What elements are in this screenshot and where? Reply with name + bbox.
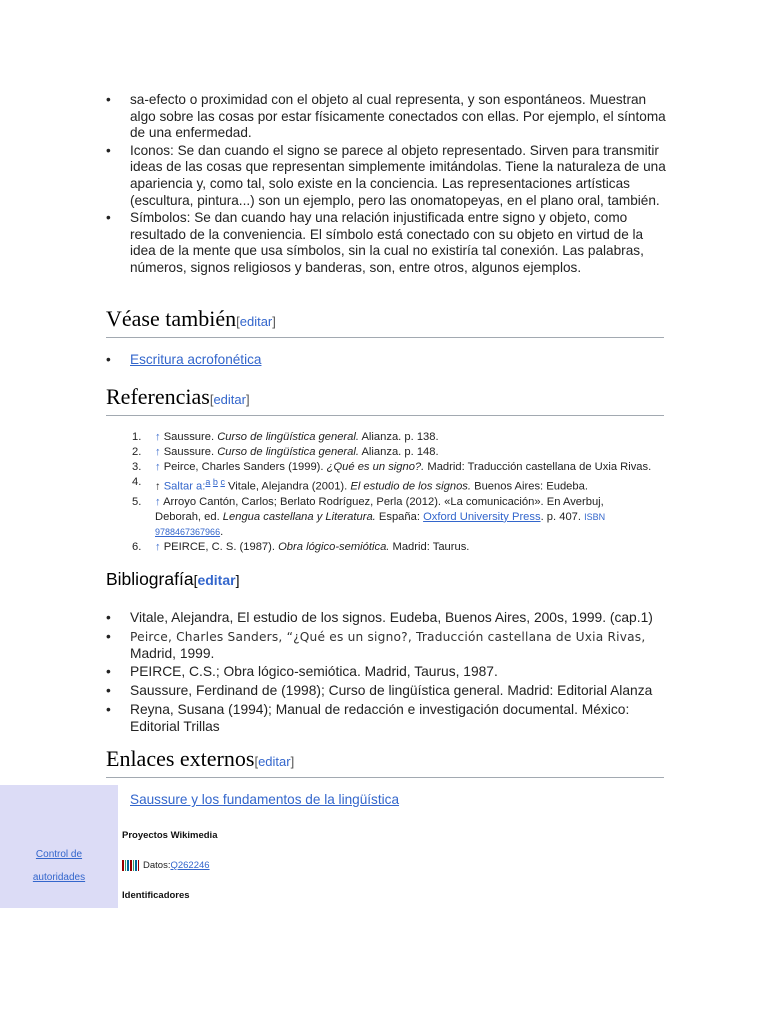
back-arrow-icon[interactable]: ↑	[155, 461, 161, 473]
backlink-c[interactable]: c	[220, 477, 225, 487]
reference-text: Madrid: Traducción castellana de Uxia Rivas.	[424, 461, 652, 473]
reference-title: ¿Qué es un signo?.	[326, 461, 425, 473]
reference-text: Arroyo Cantón, Carlos; Berlato Rodríguez, Perla (2012). «La comunicación». En Averbuj, Deborah, ed.	[155, 495, 604, 523]
reference-text: Buenos Aires: Eudeba.	[471, 480, 588, 493]
wikimedia-projects-title: Proyectos Wikimedia	[122, 830, 218, 841]
edit-section	[194, 572, 240, 588]
edit-link[interactable]: editar	[197, 572, 236, 588]
reference-text: Saussure.	[160, 431, 218, 443]
reference-title: Lengua castellana y Literatura.	[222, 510, 376, 523]
section-title: Véase también	[106, 306, 237, 331]
backlink-b[interactable]: b	[212, 477, 218, 487]
reference-title: Curso de lingüística general.	[217, 431, 359, 443]
reference-item	[132, 475, 652, 495]
external-links-list	[106, 792, 399, 807]
bracket: [	[209, 392, 214, 407]
section-heading-vease	[106, 306, 664, 338]
wikidata-id-link[interactable]: Q262246	[170, 860, 210, 871]
external-link[interactable]: Saussure y los fundamentos de la lingüística	[130, 792, 400, 807]
list-item: • Vitale, Alejandra, El estudio de los signos. Eudeba, Buenos Aires, 200s, 1999. (cap.1)	[106, 610, 666, 627]
section-title: Bibliografía	[106, 569, 194, 589]
reference-text: PEIRCE, C. S. (1987).	[160, 540, 279, 553]
list-item: • Saussure, Ferdinand de (1998); Curso de lingüística general. Madrid: Editorial Alanza	[106, 683, 666, 700]
backlink-a[interactable]: a	[205, 477, 211, 487]
reference-item	[132, 430, 652, 445]
identifiers-title: Identificadores	[122, 890, 190, 901]
section-heading-referencias	[106, 384, 664, 416]
authority-control-box	[0, 785, 118, 908]
wikidata-barcode-icon	[122, 860, 139, 871]
authority-label	[0, 843, 118, 889]
back-arrow-icon[interactable]: ↑	[155, 540, 161, 553]
section-title: Referencias	[106, 384, 210, 409]
reference-number: 2.	[132, 446, 142, 458]
reference-item	[132, 460, 652, 475]
isbn-link[interactable]: 9788467367966	[155, 526, 221, 537]
authority-link-line1[interactable]: Control de	[35, 849, 83, 860]
up-arrow-icon: ↑	[155, 480, 161, 493]
list-item: • Iconos: Se dan cuando el signo se parece al objeto representado. Sirven para transmitir ideas de las cosas que representan simplemente imitándolas. Tiene la naturaleza de una apariencia y, como tal, solo existe en la conciencia. Las representaciones artísticas (escultura, pintura...) son un ejemplo, pero las onomatopeyas, en el plano oral, también.	[106, 143, 666, 209]
reference-number: 4.	[132, 476, 142, 488]
bracket: ]	[245, 392, 250, 407]
reference-text: Madrid: Taurus.	[389, 540, 470, 553]
intro-bullet-list	[106, 92, 666, 278]
bracket: ]	[290, 754, 295, 769]
bracket: ]	[272, 314, 276, 329]
edit-link[interactable]: editar	[213, 392, 246, 407]
bracket: [	[254, 754, 259, 769]
reference-text: . p. 407.	[540, 510, 585, 523]
list-item: • sa-efecto o proximidad con el objeto al cual representa, y son espontáneos. Muestran algo sobre las cosas por estar físicamente conectados con ellas. Por ejemplo, el síntoma de una enfermedad.	[106, 92, 666, 142]
see-also-link[interactable]: Escritura acrofonética	[130, 352, 262, 367]
reference-text: Saussure.	[160, 446, 218, 458]
edit-section	[254, 754, 294, 769]
authority-link-line2[interactable]: autoridades	[32, 872, 86, 883]
bibliography-list	[106, 610, 666, 738]
reference-text: Vitale, Alejandra (2001).	[224, 480, 351, 493]
reference-item	[132, 540, 652, 555]
reference-text: España:	[375, 510, 424, 523]
wikidata-row	[122, 860, 210, 871]
back-arrow-icon[interactable]: ↑	[155, 431, 161, 443]
saltar-label: Saltar a:	[160, 480, 206, 493]
reference-number: 3.	[132, 461, 142, 473]
section-heading-enlaces	[106, 746, 664, 778]
bibliography-text: Peirce, Charles Sanders, “¿Qué es un signo?, Traducción castellana de Uxia Rivas,	[130, 629, 646, 644]
bracket: [	[193, 572, 198, 588]
reference-text: Alianza. p. 148.	[358, 446, 439, 458]
reference-item	[132, 495, 652, 540]
reference-text: .	[220, 525, 224, 538]
edit-link[interactable]: editar	[239, 314, 273, 329]
reference-number: 1.	[132, 431, 142, 443]
list-item: • Reyna, Susana (1994); Manual de redacción e investigación documental. México: Editorial Trillas	[106, 702, 666, 736]
list-item	[106, 629, 666, 663]
section-heading-bibliografia	[106, 568, 239, 591]
references-list	[132, 430, 652, 555]
datos-label: Datos:	[143, 860, 171, 871]
see-also-list	[106, 352, 261, 367]
reference-title: Curso de lingüística general.	[217, 446, 359, 458]
list-item: • Símbolos: Se dan cuando hay una relación injustificada entre signo y objeto, como resultado de la conveniencia. El símbolo está conectado con su objeto en virtud de la idea de la mente que usa símbolos, sin la cual no existiría tal conexión. Las palabras, números, signos religiosos y banderas, son, entre otros, algunos ejemplos.	[106, 210, 666, 276]
reference-item	[132, 445, 652, 460]
isbn-label-link[interactable]: ISBN	[584, 511, 606, 522]
section-title: Enlaces externos	[106, 746, 255, 771]
reference-title: Obra lógico-semiótica.	[278, 540, 390, 553]
reference-title: El estudio de los signos.	[350, 480, 472, 493]
edit-link[interactable]: editar	[258, 754, 291, 769]
list-item	[106, 792, 399, 807]
reference-text: Alianza. p. 138.	[358, 431, 439, 443]
publisher-link[interactable]: Oxford University Press	[423, 510, 541, 523]
back-arrow-icon[interactable]: ↑	[155, 446, 161, 458]
edit-section	[210, 392, 250, 407]
reference-number: 6.	[132, 540, 142, 553]
bracket: [	[236, 314, 240, 329]
list-item: • PEIRCE, C.S.; Obra lógico-semiótica. Madrid, Taurus, 1987.	[106, 664, 666, 681]
bibliography-text: Madrid, 1999.	[130, 645, 215, 661]
reference-number: 5.	[132, 495, 142, 508]
reference-text: Peirce, Charles Sanders (1999).	[160, 461, 327, 473]
list-item	[106, 352, 261, 367]
bracket: ]	[235, 572, 240, 588]
edit-section	[236, 314, 276, 329]
back-arrow-icon[interactable]: ↑	[155, 495, 161, 508]
